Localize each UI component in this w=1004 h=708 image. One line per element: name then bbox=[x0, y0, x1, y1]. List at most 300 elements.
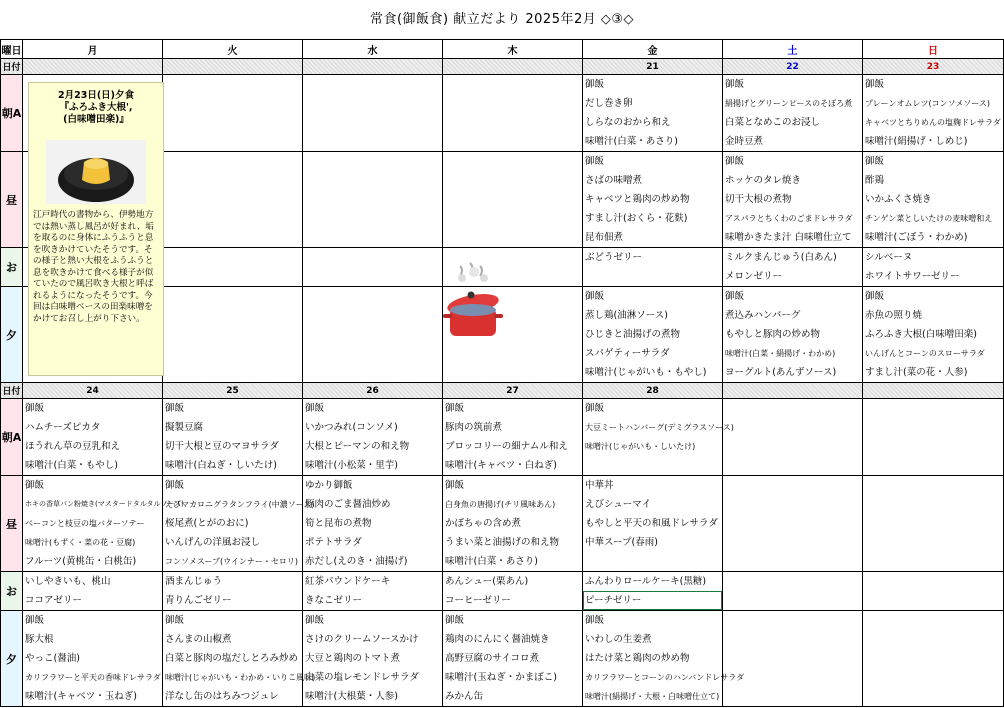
menu-item bbox=[163, 306, 302, 325]
menu-item: 御飯 bbox=[165, 403, 185, 414]
menu-item: カリフラワーと平天の香味ドレサラダ bbox=[25, 673, 161, 682]
week2-dinner-row bbox=[1, 611, 1004, 707]
menu-item: 青りんごゼリー bbox=[165, 595, 232, 606]
lunch-label[interactable]: 昼 bbox=[1, 476, 23, 572]
menu-item: 御飯 bbox=[585, 403, 605, 414]
snack-cell-sun[interactable] bbox=[863, 572, 1004, 611]
menu-item bbox=[723, 591, 862, 610]
menu-item bbox=[303, 209, 442, 228]
menu-item bbox=[583, 456, 722, 475]
menu-item bbox=[303, 190, 442, 209]
featured-dish-text: 江戸時代の書物から、伊勢地方では熱い蒸し風呂が好まれ、垢を取るのに身体にふうふうと息を吹きかけていたそうです。その様子と熱い大根をふうふうと息を吹きかけて食べる様子が似ていたので風呂吹き大根と呼ばれるようになったそうです。今回は白味噌ベースの田楽味噌をかけてお召し上がり下さい。 bbox=[33, 210, 154, 324]
lunch-cell-tue[interactable] bbox=[163, 476, 315, 572]
dinner-cell-mon[interactable] bbox=[23, 611, 163, 707]
menu-item bbox=[863, 476, 1003, 495]
menu-item: 白菜となめこのお浸し bbox=[725, 117, 821, 128]
breakfast-cell-mon[interactable] bbox=[23, 399, 163, 476]
menu-item bbox=[163, 94, 302, 113]
menu-item: ポテトサラダ bbox=[305, 537, 362, 548]
dinner-cell-fri[interactable] bbox=[583, 287, 723, 383]
lunch-cell-sat[interactable] bbox=[723, 152, 863, 248]
menu-item: 味噌かきたま汁 白味噌仕立て bbox=[725, 232, 852, 243]
lunch-cell-sat[interactable] bbox=[723, 476, 863, 572]
menu-item bbox=[303, 306, 442, 325]
menu-item: 御飯 bbox=[585, 615, 605, 626]
menu-item: 味噌汁(白菜・絹揚げ・わかめ) bbox=[725, 349, 836, 358]
dinner-label[interactable]: 夕 bbox=[1, 611, 23, 707]
dinner-cell-tue[interactable] bbox=[163, 611, 316, 707]
menu-item: 味噌汁(もずく・菜の花・豆腐) bbox=[25, 538, 136, 547]
menu-item: ハムチーズピカタ bbox=[25, 422, 101, 433]
lunch-cell-fri[interactable] bbox=[583, 476, 723, 572]
featured-dish-subname: (白味噌田楽)』 bbox=[63, 114, 129, 125]
menu-item: 味噌汁(白菜・もやし) bbox=[25, 460, 118, 471]
featured-dish-title bbox=[29, 90, 163, 126]
menu-item bbox=[583, 267, 722, 286]
menu-item bbox=[863, 456, 1003, 475]
dinner-cell-wed[interactable] bbox=[303, 287, 443, 383]
snack-cell-sat[interactable] bbox=[723, 248, 863, 287]
menu-item: ふろふき大根(白味噌田楽) bbox=[865, 329, 977, 340]
weekday-thu[interactable]: 木 bbox=[443, 40, 583, 59]
date-cell-fri[interactable]: 28 bbox=[583, 383, 723, 399]
menu-item: 赤だし(えのき・油揚げ) bbox=[305, 556, 408, 567]
menu-item: 御飯 bbox=[585, 291, 605, 302]
menu-item: いかふくさ焼き bbox=[865, 194, 932, 205]
menu-item: シルベーヌ bbox=[865, 252, 913, 263]
menu-item bbox=[863, 572, 1003, 591]
menu-item: さんまの山椒煮 bbox=[165, 634, 232, 645]
menu-item bbox=[723, 437, 862, 456]
date-label[interactable]: 日付 bbox=[1, 59, 23, 75]
menu-item bbox=[723, 649, 862, 668]
menu-item bbox=[443, 94, 582, 113]
menu-item: 大豆と鶏肉のトマト煮 bbox=[305, 653, 401, 664]
menu-item: キャベツとちりめんの塩麹ドレサラダ bbox=[865, 118, 1001, 127]
menu-item: ふんわりロールケーキ(黒糖) bbox=[585, 576, 707, 587]
menu-item: フルーツ(黄桃缶・白桃缶) bbox=[25, 556, 137, 567]
menu-item: だし巻き卵 bbox=[585, 98, 633, 109]
menu-item: いんげんの洋風お浸し bbox=[165, 537, 261, 548]
menu-item: ひじきと油揚げの煮物 bbox=[585, 329, 681, 340]
snack-cell-tue[interactable] bbox=[163, 248, 303, 287]
menu-item: 擬製豆腐 bbox=[165, 422, 204, 433]
menu-item: しらなのおから和え bbox=[585, 117, 671, 128]
menu-item: 味噌汁(じゃがいも・わかめ・いりこ風味) bbox=[165, 673, 316, 682]
menu-item: 豚肉の筑前煮 bbox=[445, 422, 503, 433]
menu-item: もやしと平天の和風ドレサラダ bbox=[585, 518, 718, 529]
dinner-cell-tue[interactable] bbox=[163, 287, 303, 383]
menu-item bbox=[863, 533, 1003, 552]
menu-item: 御飯 bbox=[25, 403, 45, 414]
menu-item: すまし汁(菜の花・人参) bbox=[865, 367, 968, 378]
menu-item bbox=[863, 668, 1003, 687]
menu-item: 大豆ミートハンバーグ(デミグラスソース) bbox=[585, 423, 734, 432]
menu-item: いわしの生姜煮 bbox=[585, 634, 652, 645]
date-label[interactable]: 日付 bbox=[1, 383, 23, 399]
menu-item: かぼちゃの含め煮 bbox=[445, 518, 522, 529]
date-cell-tue[interactable]: 25 bbox=[163, 383, 303, 399]
menu-item: うまい菜と油揚げの和え物 bbox=[445, 537, 560, 548]
menu-item: 御飯 bbox=[725, 156, 745, 167]
menu-item: 中華丼 bbox=[585, 480, 614, 491]
menu-item: えびマカロニグラタンフライ(中濃ソース) bbox=[165, 500, 315, 509]
menu-item: 御飯 bbox=[865, 291, 885, 302]
snack-cell-thu[interactable] bbox=[443, 572, 583, 611]
menu-item: 切干大根の煮物 bbox=[725, 194, 792, 205]
menu-item bbox=[863, 552, 1003, 571]
snack-cell-fri[interactable] bbox=[583, 248, 723, 287]
menu-item bbox=[303, 248, 442, 267]
menu-item bbox=[723, 611, 862, 630]
menu-item: 鶏肉のにんにく醤油焼き bbox=[445, 634, 550, 645]
menu-item: メロンゼリー bbox=[725, 271, 783, 282]
menu-item: ブロッコリーの細ナムル和え bbox=[445, 441, 568, 452]
menu-item: チンゲン菜としいたけの麦味噌和え bbox=[865, 214, 993, 223]
menu-item: 御飯 bbox=[165, 480, 185, 491]
menu-item bbox=[303, 171, 442, 190]
lunch-cell-wed[interactable] bbox=[303, 476, 443, 572]
breakfast-cell-sat[interactable] bbox=[723, 399, 863, 476]
menu-item: 御飯 bbox=[585, 79, 605, 90]
menu-item: ホキの香草パン粉焼き(マスタードタルタルソース) bbox=[25, 500, 184, 508]
menu-item bbox=[723, 514, 862, 533]
menu-item bbox=[303, 287, 442, 306]
menu-item bbox=[443, 75, 582, 94]
menu-item bbox=[163, 267, 302, 286]
breakfast-cell-sat[interactable] bbox=[723, 75, 863, 152]
menu-item: 紅茶パウンドケーキ bbox=[305, 576, 391, 587]
lunch-cell-sun[interactable] bbox=[863, 476, 1004, 572]
week1-date-row bbox=[1, 59, 1004, 75]
menu-item: えびシューマイ bbox=[585, 499, 652, 510]
menu-item: 御飯 bbox=[445, 615, 465, 626]
snack-cell-sun[interactable] bbox=[863, 248, 1004, 287]
date-cell-sat[interactable]: 22 bbox=[723, 59, 863, 75]
date-cell-wed[interactable] bbox=[303, 59, 443, 75]
menu-item bbox=[303, 132, 442, 151]
lunch-cell-fri[interactable] bbox=[583, 152, 723, 248]
menu-item bbox=[863, 495, 1003, 514]
weekday-fri[interactable]: 金 bbox=[583, 40, 723, 59]
menu-item: 味噌汁(絹揚げ・大根・白味噌仕立て) bbox=[585, 692, 720, 701]
menu-item bbox=[863, 649, 1003, 668]
menu-item: 赤魚の照り焼 bbox=[865, 310, 923, 321]
menu-item: 御飯 bbox=[25, 480, 45, 491]
menu-item: 味噌汁(白菜・あさり) bbox=[445, 556, 538, 567]
weekday-sun[interactable]: 日 bbox=[863, 40, 1004, 59]
menu-item bbox=[163, 75, 302, 94]
menu-item bbox=[723, 495, 862, 514]
menu-item: 御飯 bbox=[305, 403, 325, 414]
dinner-cell-fri[interactable] bbox=[583, 611, 745, 707]
weekday-header-label[interactable]: 曜日 bbox=[1, 40, 23, 59]
snack-label[interactable]: お bbox=[1, 572, 23, 611]
menu-item bbox=[163, 287, 302, 306]
menu-item: 味噌汁(玉ねぎ・かまぼこ) bbox=[445, 672, 557, 683]
menu-item: みかん缶 bbox=[445, 691, 484, 702]
breakfast-cell-tue[interactable] bbox=[163, 399, 303, 476]
menu-item: ヨーグルト(あんずソース) bbox=[725, 367, 837, 378]
date-cell-sat[interactable] bbox=[723, 383, 863, 399]
menu-item bbox=[443, 113, 582, 132]
menu-item bbox=[863, 437, 1003, 456]
menu-item bbox=[303, 363, 442, 382]
menu-item: ほうれん草の豆乳和え bbox=[25, 441, 121, 452]
menu-item: 洋なし缶のはちみつジュレ bbox=[165, 691, 279, 702]
menu-item bbox=[163, 132, 302, 151]
menu-item: 白身魚の唐揚げ(チリ風味あん) bbox=[445, 500, 556, 509]
dinner-cell-sat[interactable] bbox=[723, 611, 863, 707]
menu-item: 切干大根と豆のマヨサラダ bbox=[165, 441, 279, 452]
furofuki-daikon-photo bbox=[46, 140, 146, 204]
menu-item bbox=[303, 344, 442, 363]
menu-item: 御飯 bbox=[445, 480, 465, 491]
menu-item bbox=[723, 533, 862, 552]
menu-item: 御飯 bbox=[445, 403, 465, 414]
menu-item: さばの味噌煮 bbox=[585, 175, 643, 186]
dinner-cell-thu[interactable] bbox=[443, 611, 583, 707]
breakfast-cell-thu[interactable] bbox=[443, 399, 583, 476]
selected-cell[interactable]: ピーチゼリー bbox=[583, 591, 722, 610]
lunch-cell-tue[interactable] bbox=[163, 152, 303, 248]
menu-item: アスパラとちくわのごまドレサラダ bbox=[725, 214, 853, 223]
cooking-pot-icon bbox=[438, 262, 508, 342]
date-cell-mon[interactable]: 24 bbox=[23, 383, 163, 399]
featured-dish-note[interactable] bbox=[28, 82, 164, 376]
menu-item: 煮込みハンバーグ bbox=[725, 310, 801, 321]
snack-cell-mon[interactable] bbox=[23, 572, 163, 611]
menu-item: 味噌汁(じゃがいも・もやし) bbox=[585, 367, 707, 378]
menu-item: ホワイトサワーゼリー bbox=[865, 271, 960, 282]
menu-item bbox=[303, 325, 442, 344]
breakfast-label[interactable]: 朝A bbox=[1, 399, 23, 476]
snack-cell-sat[interactable] bbox=[723, 572, 863, 611]
date-cell-thu[interactable]: 27 bbox=[443, 383, 583, 399]
weekday-mon[interactable]: 月 bbox=[23, 40, 163, 59]
menu-item: 味噌汁(キャベツ・白ねぎ) bbox=[445, 460, 557, 471]
breakfast-cell-tue[interactable] bbox=[163, 75, 303, 152]
week2-breakfast-row bbox=[1, 399, 1004, 476]
menu-item bbox=[863, 418, 1003, 437]
weekday-sat[interactable]: 土 bbox=[723, 40, 863, 59]
menu-item: 味噌汁(白ねぎ・しいたけ) bbox=[165, 460, 277, 471]
weekday-wed[interactable]: 水 bbox=[303, 40, 443, 59]
dinner-cell-sun[interactable] bbox=[863, 287, 1004, 383]
menu-item bbox=[443, 363, 582, 382]
snack-cell-tue[interactable] bbox=[163, 572, 303, 611]
featured-dish-name: 『ふろふき大根', bbox=[59, 102, 133, 113]
lunch-cell-mon[interactable] bbox=[23, 476, 184, 572]
menu-item bbox=[723, 687, 862, 706]
lunch-cell-thu[interactable] bbox=[443, 476, 583, 572]
menu-item bbox=[303, 228, 442, 247]
menu-item bbox=[863, 630, 1003, 649]
menu-item bbox=[723, 630, 862, 649]
menu-item bbox=[163, 209, 302, 228]
menu-item: 味噌汁(ごぼう・わかめ) bbox=[865, 232, 968, 243]
dinner-cell-wed[interactable] bbox=[303, 611, 443, 707]
date-cell-sun[interactable]: 23 bbox=[863, 59, 1004, 75]
dinner-cell-sun[interactable] bbox=[863, 611, 1004, 707]
date-cell-wed[interactable]: 26 bbox=[303, 383, 443, 399]
menu-item bbox=[163, 171, 302, 190]
menu-item: 大根とピーマンの和え物 bbox=[305, 441, 410, 452]
weekday-header-row bbox=[1, 40, 1004, 59]
week2-date-row bbox=[1, 383, 1004, 399]
menu-item bbox=[583, 552, 722, 571]
menu-item: 蒸し鶏(油淋ソース) bbox=[585, 310, 668, 321]
menu-item: スパゲティーサラダ bbox=[585, 348, 670, 359]
breakfast-cell-sun[interactable] bbox=[863, 399, 1004, 476]
menu-item: 御飯 bbox=[25, 615, 45, 626]
menu-item: いしやきいも、桃山 bbox=[25, 576, 111, 587]
menu-item: 御飯 bbox=[585, 156, 605, 167]
menu-item bbox=[723, 399, 862, 418]
menu-item bbox=[443, 132, 582, 151]
week2-lunch-row bbox=[1, 476, 1004, 572]
breakfast-cell-wed[interactable] bbox=[303, 75, 443, 152]
dinner-label[interactable]: 夕 bbox=[1, 287, 23, 383]
menu-item bbox=[863, 399, 1003, 418]
menu-item bbox=[723, 572, 862, 591]
menu-item: カリフラワーとコーンのハンバンドレサラダ bbox=[585, 673, 745, 682]
menu-item bbox=[163, 248, 302, 267]
snack-label[interactable]: お bbox=[1, 248, 23, 287]
menu-item bbox=[303, 152, 442, 171]
menu-item bbox=[163, 113, 302, 132]
menu-item: ベーコンと枝豆の塩バターソテー bbox=[25, 519, 145, 528]
menu-item bbox=[163, 344, 302, 363]
snack-cell-wed[interactable] bbox=[303, 248, 443, 287]
menu-item bbox=[863, 514, 1003, 533]
weekday-tue[interactable]: 火 bbox=[163, 40, 303, 59]
breakfast-label[interactable]: 朝A bbox=[1, 75, 23, 152]
menu-item: 高野豆腐のサイコロ煮 bbox=[445, 653, 539, 664]
menu-item: 御飯 bbox=[865, 156, 885, 167]
breakfast-cell-fri[interactable] bbox=[583, 399, 734, 476]
menu-item: 味噌汁(じゃがいも・しいたけ) bbox=[585, 442, 696, 451]
menu-item bbox=[303, 267, 442, 286]
menu-item bbox=[163, 190, 302, 209]
week2-snack-row bbox=[1, 572, 1004, 611]
menu-item bbox=[723, 552, 862, 571]
menu-item bbox=[863, 687, 1003, 706]
menu-item: 味噌汁(絹揚げ・しめじ) bbox=[865, 136, 968, 147]
menu-item bbox=[443, 152, 582, 171]
menu-item bbox=[723, 476, 862, 495]
menu-item bbox=[303, 75, 442, 94]
menu-item: 御飯 bbox=[725, 291, 745, 302]
menu-item bbox=[443, 228, 582, 247]
breakfast-cell-sun[interactable] bbox=[863, 75, 1004, 152]
menu-item: 豚肉のごま醤油炒め bbox=[305, 499, 391, 510]
snack-cell-wed[interactable] bbox=[303, 572, 443, 611]
menu-item: 筍と昆布の煮物 bbox=[305, 518, 372, 529]
menu-item: 御飯 bbox=[165, 615, 185, 626]
menu-item: 昆布佃煮 bbox=[585, 232, 624, 243]
menu-item bbox=[163, 325, 302, 344]
menu-item: いんげんとコーンのスローサラダ bbox=[865, 349, 985, 358]
menu-item: もやしと豚肉の炒め物 bbox=[725, 329, 821, 340]
lunch-cell-sun[interactable] bbox=[863, 152, 1004, 248]
menu-item: 御飯 bbox=[725, 79, 745, 90]
menu-item: ゆかり御飯 bbox=[305, 480, 353, 491]
menu-item bbox=[443, 171, 582, 190]
menu-item bbox=[163, 228, 302, 247]
featured-dish-date: 2月23日(日)夕食 bbox=[57, 90, 134, 101]
date-cell-fri[interactable]: 21 bbox=[583, 59, 723, 75]
date-cell-tue[interactable] bbox=[163, 59, 303, 75]
menu-item: 桜尾煮(とがのおに) bbox=[165, 518, 249, 529]
menu-item: 味噌汁(白菜・あさり) bbox=[585, 136, 678, 147]
menu-item: 金時豆煮 bbox=[725, 136, 764, 147]
menu-item bbox=[163, 363, 302, 382]
snack-cell-fri[interactable] bbox=[583, 572, 723, 611]
menu-item: 白菜の塩レモンドレサラダ bbox=[305, 672, 419, 683]
lunch-cell-wed[interactable] bbox=[303, 152, 443, 248]
menu-item: 中華スープ(春雨) bbox=[585, 537, 658, 548]
menu-item bbox=[863, 611, 1003, 630]
breakfast-cell-wed[interactable] bbox=[303, 399, 443, 476]
menu-item: 酒まんじゅう bbox=[165, 576, 223, 587]
menu-item: 絹揚げとグリーンピースのそぼろ煮 bbox=[725, 99, 853, 108]
menu-item: 豚大根 bbox=[25, 634, 54, 645]
menu-item: さけのクリームソースかけ bbox=[305, 634, 419, 645]
menu-item: ミルクまんじゅう(白あん) bbox=[725, 252, 837, 263]
menu-item: コーヒーゼリー bbox=[445, 595, 511, 606]
menu-item: 酢鶏 bbox=[865, 175, 885, 186]
menu-item bbox=[443, 190, 582, 209]
menu-item: すまし汁(おくら・花麩) bbox=[585, 213, 688, 224]
menu-item bbox=[723, 456, 862, 475]
menu-item: 白菜と豚肉の塩だしとろみ炒め bbox=[165, 653, 299, 664]
menu-item: 御飯 bbox=[865, 79, 885, 90]
menu-item: はたけ菜と鶏肉の炒め物 bbox=[585, 653, 690, 664]
menu-item bbox=[303, 113, 442, 132]
lunch-label[interactable]: 昼 bbox=[1, 152, 23, 248]
menu-item bbox=[443, 344, 582, 363]
breakfast-cell-thu[interactable] bbox=[443, 75, 583, 152]
dinner-cell-sat[interactable] bbox=[723, 287, 863, 383]
menu-item: プレーンオムレツ(コンソメソース) bbox=[865, 99, 990, 108]
date-cell-thu[interactable] bbox=[443, 59, 583, 75]
page-title: 常食(御飯食) 献立だより 2025年2月 ◇③◇ bbox=[369, 12, 635, 27]
menu-item bbox=[443, 209, 582, 228]
menu-item: コンソメスープ(ウインナー・セロリ) bbox=[165, 557, 299, 566]
menu-item bbox=[863, 591, 1003, 610]
menu-item: いかつみれ(コンソメ) bbox=[305, 422, 398, 433]
menu-item: やっこ(醤油) bbox=[25, 653, 80, 664]
menu-item: キャベツと鶏肉の炒め物 bbox=[585, 194, 690, 205]
breakfast-cell-fri[interactable] bbox=[583, 75, 723, 152]
menu-item bbox=[163, 152, 302, 171]
menu-item: ぶどうゼリー bbox=[585, 252, 643, 263]
menu-item: 味噌汁(大根葉・人参) bbox=[305, 691, 398, 702]
date-cell-mon[interactable] bbox=[23, 59, 163, 75]
date-cell-sun[interactable] bbox=[863, 383, 1004, 399]
menu-item: あんシュー(栗あん) bbox=[445, 576, 529, 587]
lunch-cell-thu[interactable] bbox=[443, 152, 583, 248]
menu-item: ココアゼリー bbox=[25, 595, 82, 606]
menu-item: 味噌汁(キャベツ・玉ねぎ) bbox=[25, 691, 137, 702]
menu-item: 御飯 bbox=[305, 615, 325, 626]
menu-item bbox=[723, 418, 862, 437]
menu-item: ホッケのタレ焼き bbox=[725, 175, 802, 186]
menu-item: きなこゼリー bbox=[305, 595, 363, 606]
menu-item: 味噌汁(小松菜・里芋) bbox=[305, 460, 398, 471]
menu-item bbox=[303, 94, 442, 113]
